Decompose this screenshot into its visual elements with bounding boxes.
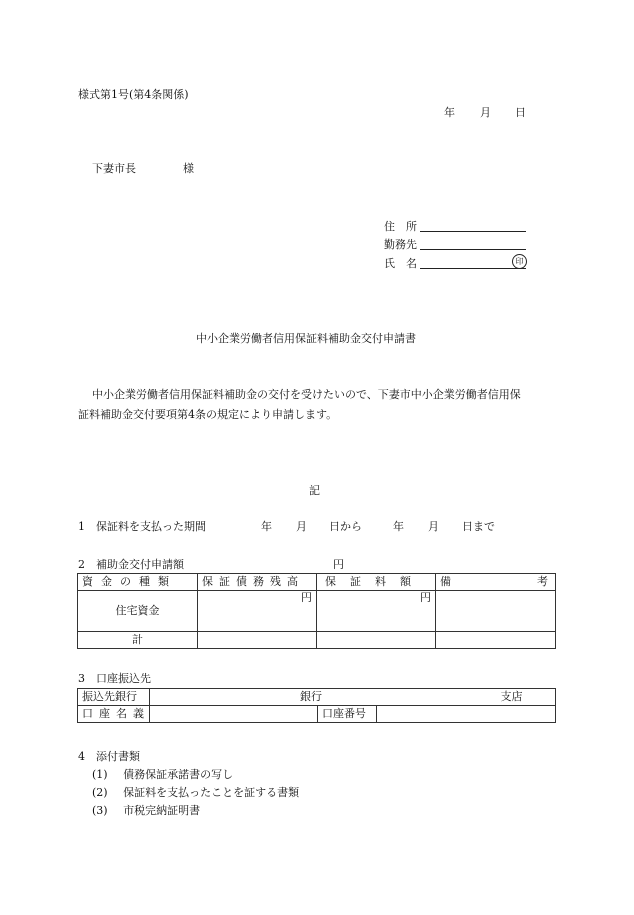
applicant-address-line [420, 231, 526, 232]
row-total-remarks[interactable] [436, 632, 556, 649]
applicant-workplace-line [420, 249, 526, 250]
bank-suffix: 銀行 [300, 690, 322, 703]
subsidy-table [77, 573, 634, 649]
table-row [78, 689, 556, 706]
row-total-label: 計 [78, 632, 198, 649]
bank-label: 振込先銀行 [78, 689, 150, 706]
seal-icon: 印 [512, 254, 527, 269]
form-number: 様式第1号(第4条関係) [78, 88, 189, 101]
item1-month1: 月 [296, 520, 307, 533]
account-field[interactable] [377, 706, 556, 723]
row-housing-fee[interactable] [317, 591, 436, 632]
document-title: 中小企業労働者信用保証料補助金交付申請書 [196, 332, 416, 345]
date-year: 年 [444, 106, 455, 119]
applicant-address-label: 住 所 [384, 220, 417, 233]
attachment-text: 債務保証承諾書の写し [123, 768, 234, 781]
addressee-honorific: 様 [183, 162, 194, 175]
applicant-name-label: 氏 名 [384, 257, 417, 270]
attachment-text: 保証料を支払ったことを証する書類 [123, 786, 300, 799]
date-month: 月 [480, 106, 491, 119]
unit-yen: 円 [420, 591, 431, 604]
account-label: 口座番号 [318, 706, 377, 723]
applicant-name-line [420, 268, 526, 269]
table-row [78, 706, 556, 723]
item2-label: 2 補助金交付申請額 [78, 558, 184, 571]
item1-to: 日まで [462, 520, 495, 533]
addressee-name: 下妻市長 [92, 162, 136, 175]
item1-label: 1 保証料を支払った期間 [78, 520, 206, 533]
date-day: 日 [515, 106, 526, 119]
list-item [92, 766, 233, 782]
list-item [92, 802, 200, 818]
item1-year2: 年 [393, 520, 404, 533]
header-fund-type-text: 資金の種類 [82, 575, 177, 588]
item4-label: 4 添付書類 [78, 750, 140, 763]
attachment-number: (3) [92, 804, 108, 817]
item3-label: 3 口座振込先 [78, 672, 151, 685]
ki-heading: 記 [309, 484, 320, 497]
header-remarks: 備考 [436, 574, 556, 591]
header-balance: 保証債務残高 [198, 574, 317, 591]
body-line-1: 中小企業労働者信用保証料補助金の交付を受けたいので、下妻市中小企業労働者信用保 [92, 388, 521, 401]
holder-field[interactable] [150, 706, 318, 723]
holder-label: 口座名義 [78, 706, 150, 723]
header-fund-type [78, 574, 198, 591]
branch-suffix: 支店 [500, 690, 523, 703]
item1-month2: 月 [428, 520, 439, 533]
attachment-number: (2) [92, 786, 108, 799]
table-row [78, 591, 556, 632]
row-total-balance[interactable] [198, 632, 317, 649]
row-total-fee[interactable] [317, 632, 436, 649]
unit-yen: 円 [301, 591, 312, 604]
applicant-workplace-label: 勤務先 [384, 238, 417, 251]
row-housing-remarks[interactable] [436, 591, 556, 632]
attachment-text: 市税完納証明書 [123, 804, 201, 817]
body-line-2: 証料補助金交付要項第4条の規定により申請します。 [78, 408, 338, 421]
table-row [78, 632, 556, 649]
row-housing-balance[interactable] [198, 591, 317, 632]
list-item [92, 784, 299, 800]
table-row [78, 574, 556, 591]
header-fee: 保証料額 [317, 574, 436, 591]
bank-table [77, 688, 556, 723]
attachment-number: (1) [92, 768, 108, 781]
item1-year1: 年 [261, 520, 272, 533]
row-housing-label: 住宅資金 [78, 591, 198, 632]
item1-from: 日から [329, 520, 362, 533]
item2-yen: 円 [333, 558, 344, 571]
bank-field[interactable] [150, 689, 556, 706]
